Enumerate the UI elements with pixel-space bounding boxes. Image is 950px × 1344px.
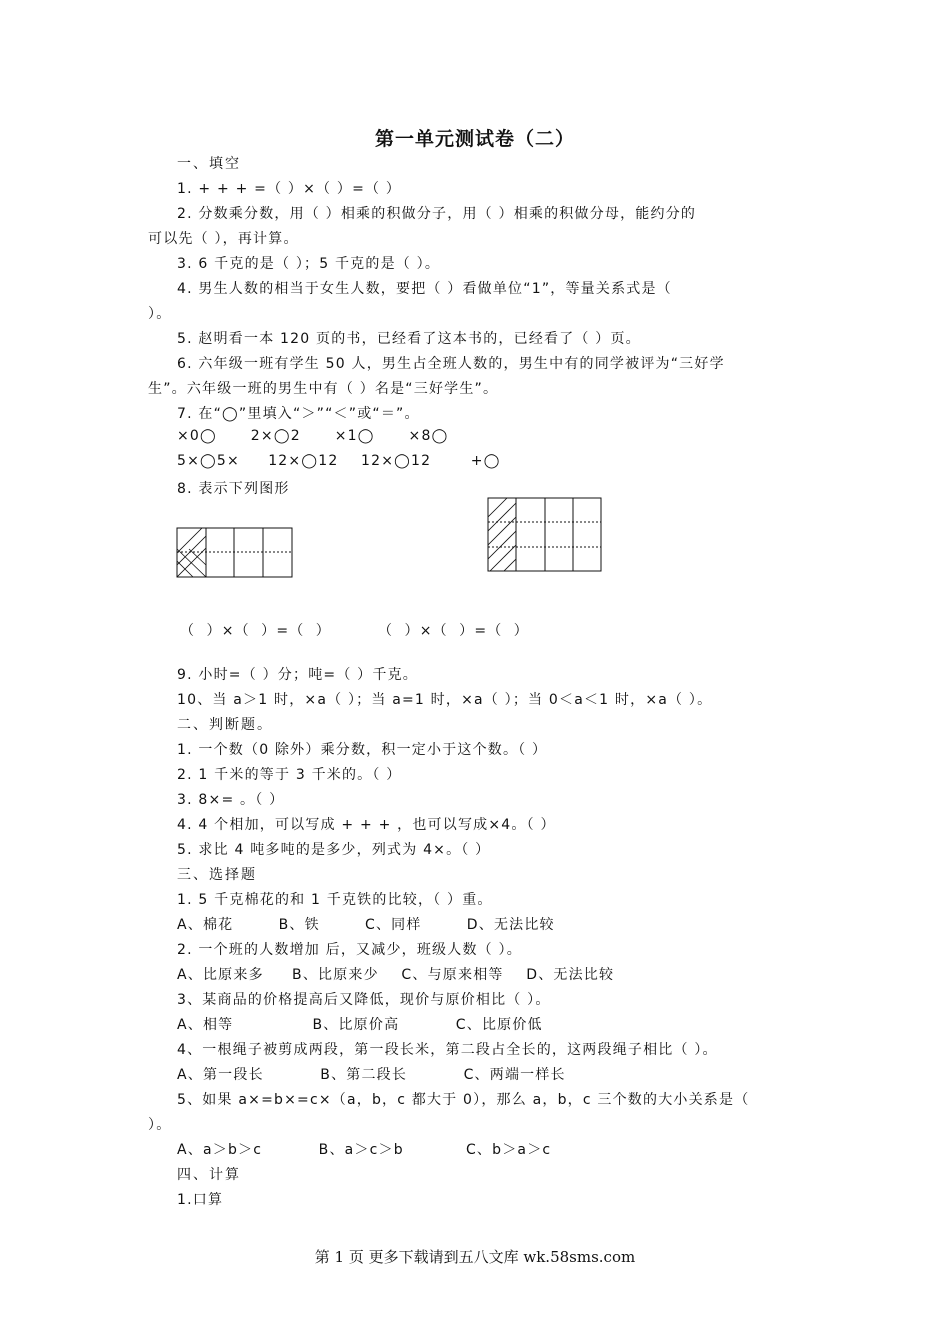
question-fill-1: 1. + + + =（ ）×（ ）=（ ） <box>177 181 402 197</box>
question-fill-2-line2: 可以先（ ），再计算。 <box>148 231 299 247</box>
question-fill-3: 3. 6 千克的是（ ）；5 千克的是（ ）。 <box>177 256 441 272</box>
question-fill-4-line1: 4. 男生人数的相当于女生人数，要把（ ）看做单位“1”，等量关系式是（ <box>177 281 672 297</box>
question-fill-7-row2: 5×◯5× 12×◯12 12×◯12 +◯ <box>177 453 501 469</box>
question-fill-6-line2: 生”。六年级一班的男生中有（ ）名是“三好学生”。 <box>148 381 499 397</box>
question-judge-4: 4. 4 个相加，可以写成 + + + ，也可以写成×4。（ ） <box>177 817 556 833</box>
question-choice-1: 1. 5 千克棉花的和 1 千克铁的比较，（ ）重。 <box>177 892 493 908</box>
question-choice-5-line2: ）。 <box>148 1117 172 1133</box>
hatch-pattern-2 <box>488 497 516 573</box>
question-judge-2: 2. 1 千米的等于 3 千米的。（ ） <box>177 767 402 783</box>
question-choice-2: 2. 一个班的人数增加 后，又减少，班级人数（ ）。 <box>177 942 522 958</box>
question-calc-1: 1.口算 <box>177 1192 224 1208</box>
page-footer: 第 1 页 更多下载请到五八文库 wk.58sms.com <box>314 1248 636 1266</box>
question-choice-4: 4、一根绳子被剪成两段，第一段长米，第二段占全长的，这两段绳子相比（ ）。 <box>177 1042 718 1058</box>
section-heading-calc: 四、计算 <box>177 1167 241 1183</box>
question-fill-7-row1: ×0◯ 2×◯2 ×1◯ ×8◯ <box>177 428 449 444</box>
question-fill-10: 10、当 a＞1 时，×a（ ）；当 a=1 时，×a（ ）；当 0＜a＜1 时，×a（ ）。 <box>177 692 713 708</box>
fraction-figure-1 <box>176 527 294 579</box>
section-heading-fill: 一、填空 <box>177 156 241 172</box>
section-heading-judge: 二、判断题。 <box>177 717 273 733</box>
question-choice-2-options: A、比原来多 B、比原来少 C、与原来相等 D、无法比较 <box>177 967 615 983</box>
section-heading-choice: 三、选择题 <box>177 867 257 883</box>
page-title: 第一单元测试卷（二） <box>374 128 575 150</box>
question-fill-5: 5. 赵明看一本 120 页的书，已经看了这本书的，已经看了（ ）页。 <box>177 331 641 347</box>
question-fill-8: 8. 表示下列图形 <box>177 481 290 497</box>
question-choice-3-options: A、相等 B、比原价高 C、比原价低 <box>177 1017 543 1033</box>
fraction-figure-2 <box>487 497 603 573</box>
figure-2-answer: （ ）×（ ）=（ ） <box>378 623 529 639</box>
question-fill-9: 9. 小时=（ ）分；吨=（ ）千克。 <box>177 667 418 683</box>
question-choice-3: 3、某商品的价格提高后又降低，现价与原价相比（ ）。 <box>177 992 551 1008</box>
question-fill-6-line1: 6. 六年级一班有学生 50 人，男生占全班人数的，男生中有的同学被评为“三好学 <box>177 356 725 372</box>
question-choice-1-options: A、棉花 B、铁 C、同样 D、无法比较 <box>177 917 555 933</box>
question-judge-1: 1. 一个数（0 除外）乘分数，积一定小于这个数。（ ） <box>177 742 548 758</box>
question-fill-7: 7. 在“◯”里填入“＞”“＜”或“＝”。 <box>177 406 420 422</box>
figure-1-answer: （ ）×（ ）=（ ） <box>180 623 331 639</box>
question-fill-4-line2: ）。 <box>148 306 172 322</box>
question-judge-3: 3. 8×= 。（ ） <box>177 792 285 808</box>
question-choice-5-line1: 5、如果 a×=b×=c×（a，b，c 都大于 0），那么 a，b，c 三个数的大小关系是（ <box>177 1092 750 1108</box>
question-choice-4-options: A、第一段长 B、第二段长 C、两端一样长 <box>177 1067 566 1083</box>
question-fill-2-line1: 2. 分数乘分数，用（ ）相乘的积做分子，用（ ）相乘的积做分母，能约分的 <box>177 206 697 222</box>
question-choice-5-options: A、a＞b＞c B、a＞c＞b C、b＞a＞c <box>177 1142 552 1158</box>
question-judge-5: 5. 求比 4 吨多吨的是多少，列式为 4×。（ ） <box>177 842 491 858</box>
